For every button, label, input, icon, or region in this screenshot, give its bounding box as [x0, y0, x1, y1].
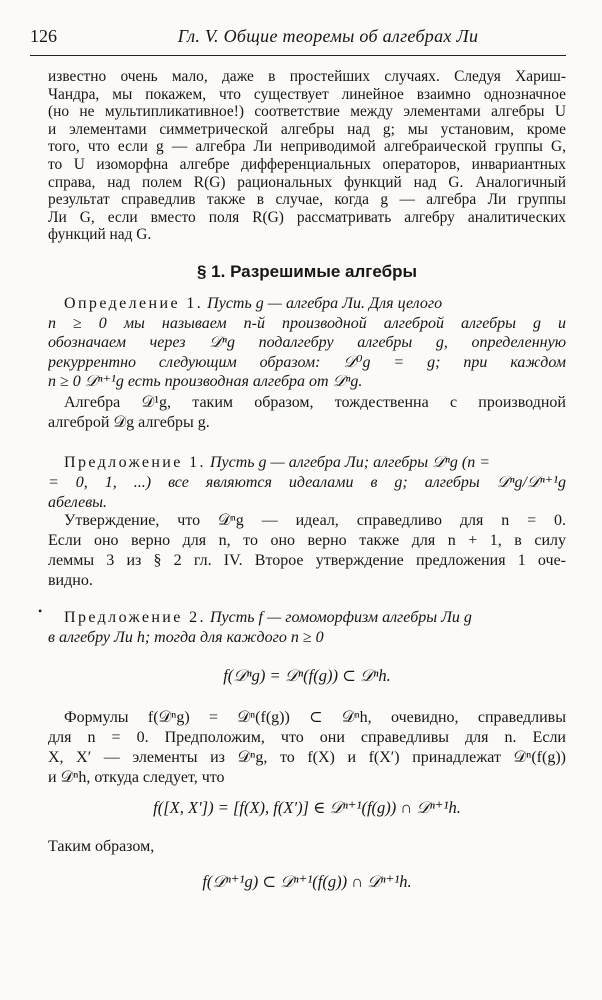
- intro-paragraph: [48, 68, 566, 244]
- text-line: Утверждение, что 𝒟ⁿg — идеал, справедливо для n = 0.: [64, 512, 566, 529]
- text-line: Если оно верно для n, то оно верно также для n + 1, в силу: [48, 532, 566, 549]
- text-line: (но не мультипликативное!) соответствие между элементами алгебры U: [48, 103, 566, 121]
- formula-bracket: f([X, X′]) = [f(X), f(X′)] ∈ 𝒟ⁿ⁺¹(f(g)) ∩ 𝒟ⁿ⁺¹h.: [153, 798, 461, 817]
- text-line: Таким образом,: [48, 838, 155, 855]
- text-line: в алгебру Ли h; тогда для каждого n ≥ 0: [48, 629, 324, 646]
- page-number: 126: [30, 26, 57, 46]
- text-line: алгеброй 𝒟g алгебры g.: [48, 414, 210, 431]
- proposition-2: [48, 608, 566, 648]
- text-line: то U изоморфна алгебре дифференциальных операторов, инвариантных: [48, 155, 566, 173]
- definition-1: [48, 294, 566, 392]
- definition-label: Определение 1.: [64, 295, 204, 312]
- proposition-text: Пусть g — алгебра Ли; алгебры 𝒟ⁿg (n =: [205, 454, 491, 471]
- text-line: Ли G, если вместо поля R(G) рассматривать алгебру аналитических: [48, 208, 566, 226]
- text-line: того, что если g — алгебра Ли неприводимой алгебраической группы G,: [48, 138, 566, 156]
- text-line: справа, над полем R(G) рациональных функций над G. Аналогичный: [48, 173, 566, 191]
- proof-1: [48, 511, 566, 591]
- definition-first-line: [48, 294, 566, 314]
- thus-line: [48, 838, 566, 856]
- algebra-note: [48, 393, 566, 433]
- proposition-first-line: [48, 453, 566, 473]
- proposition-1: [48, 453, 566, 513]
- text-line: леммы 3 из § 2 гл. IV. Второе утверждение предложения 1 оче-: [48, 552, 566, 569]
- text-line: Формулы f(𝒟ⁿg) = 𝒟ⁿ(f(g)) ⊂ 𝒟ⁿh, очевидно, справедливы: [64, 709, 566, 726]
- section-heading: § 1. Разрешимые алгебры: [196, 262, 417, 281]
- text-line: Алгебра 𝒟¹g, таким образом, тождественна с производной: [64, 394, 566, 411]
- text-line: абелевы.: [48, 494, 108, 511]
- text-line: для n = 0. Предположим, что они справедливы для n. Если: [48, 729, 566, 746]
- formula-conclusion: f(𝒟ⁿ⁺¹g) ⊂ 𝒟ⁿ⁺¹(f(g)) ∩ 𝒟ⁿ⁺¹h.: [202, 872, 412, 891]
- margin-mark: •: [38, 604, 43, 618]
- text-line: Чандра, мы покажем, что существует линейное взаимно однозначное: [48, 85, 566, 103]
- text-line: результат справедлив также в случае, когда g — алгебра Ли группы: [48, 191, 566, 209]
- definition-text: Пусть g — алгебра Ли. Для целого: [203, 295, 443, 312]
- text-line: видно.: [48, 572, 93, 589]
- header-rule: [30, 55, 566, 56]
- text-line: рекуррентно следующим образом: 𝒟⁰g = g; при каждом: [48, 353, 566, 371]
- text-line: = 0, 1, ...) все являются идеалами в g; алгебры 𝒟ⁿg/𝒟ⁿ⁺¹g: [48, 474, 566, 491]
- text-line: n ≥ 0 𝒟ⁿ⁺¹g есть производная алгебра от 𝒟ⁿg.: [48, 373, 363, 390]
- text-line: и 𝒟ⁿh, откуда следует, что: [48, 769, 225, 786]
- proof-2: [48, 708, 566, 788]
- text-line: обозначаем через 𝒟ⁿg подалгебру алгебры g, определенную: [48, 334, 566, 351]
- proposition-label: Предложение 1.: [64, 454, 206, 471]
- text-line: n ≥ 0 мы называем n-й производной алгеброй алгебры g и: [48, 314, 566, 332]
- text-line: функций над G.: [48, 226, 152, 244]
- proposition-label: Предложение 2.: [64, 609, 206, 626]
- running-title: Гл. V. Общие теоремы об алгебрах Ли: [177, 26, 479, 46]
- formula-homomorphism: f(𝒟ⁿg) = 𝒟ⁿ(f(g)) ⊂ 𝒟ⁿh.: [223, 666, 391, 685]
- text-line: и элементами симметрической алгебры над g; мы установим, кроме: [48, 120, 566, 138]
- text-line: известно очень мало, даже в простейших случаях. Следуя Хариш-: [48, 68, 566, 85]
- text-line: X, X′ — элементы из 𝒟ⁿg, то f(X) и f(X′) принадлежат 𝒟ⁿ(f(g)): [48, 749, 566, 766]
- page-header: [30, 26, 566, 47]
- proposition-first-line: [48, 608, 566, 628]
- proposition-text: Пусть f — гомоморфизм алгебры Ли g: [205, 609, 472, 626]
